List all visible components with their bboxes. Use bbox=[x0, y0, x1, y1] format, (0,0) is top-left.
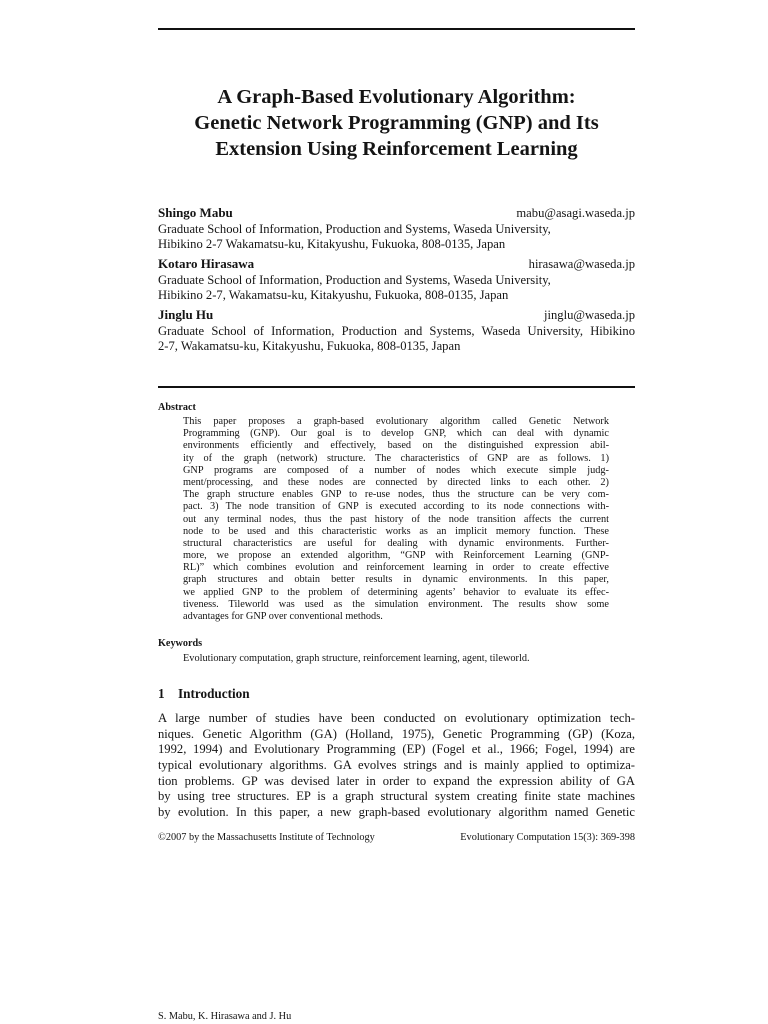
copyright-notice: ©2007 by the Massachusetts Institute of Technology bbox=[158, 832, 375, 843]
author-affiliation: 2-7, Wakamatsu-ku, Kitakyushu, Fukuoka, 808-0135, Japan bbox=[158, 339, 461, 354]
top-rule bbox=[158, 28, 635, 30]
section-number: 1 bbox=[158, 686, 165, 701]
intro-line: by evolution. In this paper, a new graph-based evolutionary algorithm named Genetic bbox=[158, 805, 635, 820]
abstract-line: environments efficiently and effectively, based on the distinguished expression abil- bbox=[183, 440, 609, 452]
abstract-line: The graph structure enables GNP to re-use nodes, thus the structure can be very com- bbox=[183, 489, 609, 501]
title-line: Extension Using Reinforcement Learning bbox=[215, 138, 578, 160]
intro-line: niques. Genetic Algorithm (GA) (Holland, 1975), Genetic Programming (GP) (Koza, bbox=[158, 726, 635, 741]
abstract-line: GNP programs are composed of a number of nodes which execute simple judg- bbox=[183, 464, 609, 476]
section-rule bbox=[158, 386, 635, 388]
keywords-heading: Keywords bbox=[158, 638, 203, 649]
author-name: Jinglu Hu bbox=[158, 307, 214, 322]
abstract-line: structural characteristics are useful for dealing with dynamic environments. Further- bbox=[183, 537, 609, 549]
author-block bbox=[158, 205, 635, 253]
running-footer: S. Mabu, K. Hirasawa and J. Hu bbox=[158, 1011, 292, 1022]
author-affiliation: Graduate School of Information, Production and Systems, Waseda University, bbox=[158, 272, 551, 287]
abstract-line: tiveness. Tileworld was used as the simulation environment. The results show some bbox=[183, 598, 609, 610]
abstract-line: This paper proposes a graph-based evolutionary algorithm called Genetic Network bbox=[183, 416, 609, 427]
section-heading bbox=[158, 686, 250, 702]
author-block bbox=[158, 256, 635, 304]
abstract-line: more, we propose an extended algorithm, “GNP with Reinforcement Learning (GNP- bbox=[183, 550, 609, 562]
abstract-line: node to be used and this characteristic works as an implicit memory function. These bbox=[183, 525, 609, 537]
abstract-line: RL)” which combines evolution and reinforcement learning in order to create effective bbox=[183, 562, 609, 574]
keywords-text: Evolutionary computation, graph structure, reinforcement learning, agent, tileworld. bbox=[183, 653, 530, 664]
abstract-line: we applied GNP to the problem of determining agents’ behavior to evaluate its effec- bbox=[183, 586, 609, 598]
abstract-heading: Abstract bbox=[158, 402, 196, 413]
abstract-line: Programming (GNP). Our goal is to develop GNP, which can deal with dynamic bbox=[183, 428, 609, 440]
author-affiliation: Graduate School of Information, Production and Systems, Waseda University, bbox=[158, 221, 551, 236]
intro-line: tion problems. GP was devised later in order to expand the expression ability of GA bbox=[158, 773, 635, 788]
author-affiliation: Hibikino 2-7 Wakamatsu-ku, Kitakyushu, Fukuoka, 808-0135, Japan bbox=[158, 237, 506, 252]
abstract-line: out any terminal nodes, thus the past history of the node transition affects the current bbox=[183, 513, 609, 525]
paper-title bbox=[130, 84, 663, 162]
section-title: Introduction bbox=[178, 686, 250, 701]
intro-paragraph bbox=[158, 711, 635, 821]
abstract-line: graph structures and obtain better results in dynamic environments. In this paper, bbox=[183, 574, 609, 586]
journal-citation: Evolutionary Computation 15(3): 369-398 bbox=[460, 832, 635, 843]
author-block bbox=[158, 307, 635, 355]
author-email: jinglu@waseda.jp bbox=[544, 308, 635, 322]
abstract-line: pact. 3) The node transition of GNP is executed according to its node connections with- bbox=[183, 501, 609, 513]
author-name: Kotaro Hirasawa bbox=[158, 256, 255, 271]
intro-line: by using tree structures. EP is a graph structural system creating finite state machines bbox=[158, 789, 635, 804]
abstract-body bbox=[183, 416, 609, 623]
author-affiliation: Hibikino 2-7, Wakamatsu-ku, Kitakyushu, Fukuoka, 808-0135, Japan bbox=[158, 288, 509, 303]
abstract-line: ment/processing, and these nodes are connected by directed links to each other. 2) bbox=[183, 476, 609, 488]
intro-line: A large number of studies have been conducted on evolutionary optimization tech- bbox=[158, 711, 635, 725]
author-email: mabu@asagi.waseda.jp bbox=[516, 206, 635, 220]
abstract-line: ity of the graph (network) structure. The characteristics of GNP are as follows. 1) bbox=[183, 452, 609, 464]
title-line: A Graph-Based Evolutionary Algorithm: bbox=[217, 86, 576, 108]
title-line: Genetic Network Programming (GNP) and Its bbox=[194, 112, 599, 134]
author-affiliation: Graduate School of Information, Production and Systems, Waseda University, Hibikino bbox=[158, 323, 635, 338]
abstract-line: advantages for GNP over conventional methods. bbox=[183, 611, 383, 622]
author-name: Shingo Mabu bbox=[158, 205, 233, 220]
author-email: hirasawa@waseda.jp bbox=[528, 257, 635, 271]
intro-line: 1992, 1994) and Evolutionary Programming (EP) (Fogel et al., 1966; Fogel, 1994) are bbox=[158, 742, 635, 757]
intro-line: typical evolutionary algorithms. GA evolves strings and is mainly applied to optimiza- bbox=[158, 758, 635, 773]
